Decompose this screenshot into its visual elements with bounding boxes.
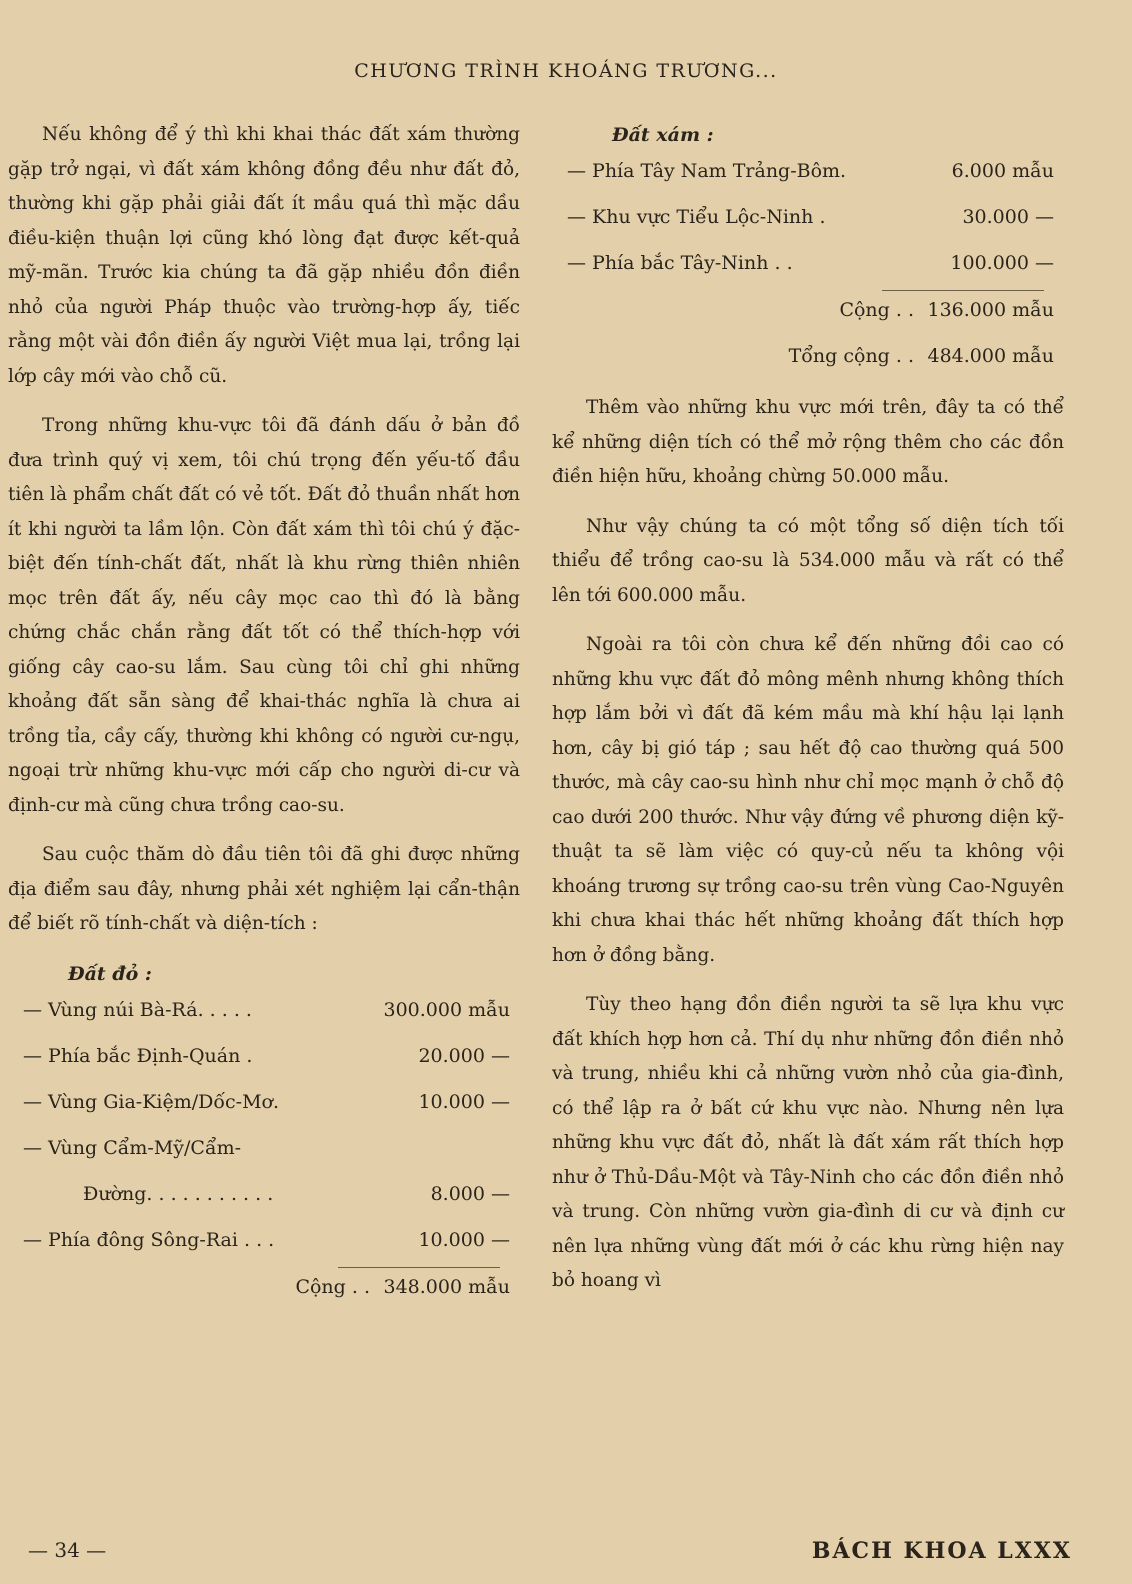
area-entry — [8, 1083, 520, 1129]
area-entry — [8, 991, 520, 1037]
paragraph: Tùy theo hạng đồn điền người ta sẽ lựa khu vực đất khích hợp hơn cả. Thí dụ như những đồn điền nhỏ và trung, nhiều khi cả những vườn nhỏ của gia-đình, có thể lập ra ở bất cứ khu vực nào. Nhưng nên lựa những khu vực đất đỏ, nhất là đất xám rất thích hợp như ở Thủ-Dầu-Một và Tây-Ninh cho các đồn điền nhỏ và trung. Còn những vườn gia-đình di cư và định cư nên lựa những vùng đất mới ở các khu rừng hiện nay bỏ hoang vì — [552, 994, 1064, 1291]
area-entry — [8, 1037, 520, 1083]
paragraph: Trong những khu-vực tôi đã đánh dấu ở bản đồ đưa trình quý vị xem, tôi chú trọng đến yếu-tố đầu tiên là phẩm chất đất có vẻ tốt. Đất đỏ thuần nhất hơn ít khi người ta lầm lộn. Còn đất xám thì tôi chú ý đặc-biệt đến tính-chất đất, nhất là khu rừng thiên nhiên mọc trên đất ấy, nếu cây mọc cao thì đó là bằng chứng chắc chắn rằng đất tốt có thể thích-hợp với giống cây cao-su lắm. Sau cùng tôi chỉ ghi những khoảng đất sẵn sàng để khai-thác nghĩa là chưa ai trồng tỉa, cầy cấy, thường khi không có người cư-ngụ, ngoại trừ những khu-vực mới cấp cho người di-cư và định-cư mà cũng chưa trồng cao-su. — [8, 415, 520, 816]
area-entry — [552, 152, 1064, 198]
area-label: — Phía bắc Tây-Ninh . . — [567, 252, 793, 274]
paragraph: Nếu không để ý thì khi khai thác đất xám thường gặp trở ngại, vì đất xám không đồng đều như đất đỏ, thường khi gặp phải giải đất ít mầu quá thì mặc dầu điều-kiện thuận lợi cũng khó lòng đạt được kết-quả mỹ-mãn. Trước kia chúng ta đã gặp nhiều đồn điền nhỏ của người Pháp thuộc vào trường-hợp ấy, tiếc rằng một vài đồn điền ấy người Việt mua lại, trồng lại lớp cây mới vào chỗ cũ. — [8, 124, 520, 387]
paragraph: Như vậy chúng ta có một tổng số diện tích tối thiểu để trồng cao-su là 534.000 mẫu và rất có thể lên tới 600.000 mẫu. — [552, 515, 1064, 606]
grand-total-value: 484.000 mẫu — [927, 345, 1054, 367]
running-title: CHƯƠNG TRÌNH KHOÁNG TRƯƠNG... — [354, 60, 778, 82]
area-value: 8.000 — — [430, 1182, 510, 1205]
area-entry — [8, 1175, 520, 1221]
area-value: 300.000 mẫu — [383, 998, 510, 1021]
total-row — [552, 291, 1064, 337]
area-label: — Phía Tây Nam Trảng-Bôm. — [567, 160, 847, 182]
left-column — [8, 118, 520, 1314]
area-value: 100.000 — — [950, 252, 1054, 274]
area-value: 10.000 — — [418, 1090, 510, 1113]
paragraph: Ngoài ra tôi còn chưa kể đến những đồi cao có những khu vực đất đỏ mông mênh nhưng không thích hợp lắm bởi vì đất đã kém mầu mà khí hậu lại lạnh hơn, cây bị gió táp ; sau hết độ cao thường quá 500 thước, mà cây cao-su hình như chỉ mọc mạnh ở chỗ độ cao dưới 200 thước. Như vậy đứng về phương diện kỹ-thuật ta sẽ làm việc có quy-củ nếu ta không vội khoáng trương sự trồng cao-su trên vùng Cao-Nguyên khi chưa khai thác hết những khoảng đất thích hợp hơn ở đồng bằng. — [552, 634, 1064, 966]
total-value: 348.000 mẫu — [383, 1275, 510, 1298]
area-label: — Vùng núi Bà-Rá. . . . . — [23, 998, 252, 1021]
area-label: — Vùng Gia-Kiệm/Dốc-Mơ. — [23, 1090, 280, 1113]
area-value: 10.000 — — [418, 1228, 510, 1251]
area-label: — Vùng Cẩm-Mỹ/Cẩm- — [23, 1136, 242, 1159]
area-label: — Khu vực Tiểu Lộc-Ninh . — [567, 206, 826, 228]
area-value: 30.000 — — [962, 206, 1054, 228]
total-label: Cộng . . — [295, 1275, 370, 1298]
total-value: 136.000 mẫu — [927, 299, 1054, 321]
area-value: 6.000 mẫu — [951, 160, 1054, 182]
area-label: — Phía bắc Định-Quán . — [23, 1044, 253, 1067]
right-column — [552, 118, 1064, 1314]
section-subhead-dat-do: Đất đỏ : — [68, 962, 152, 985]
area-label: — Phía đông Sông-Rai . . . — [23, 1228, 275, 1251]
area-label: Đường. . . . . . . . . . . — [83, 1182, 274, 1205]
total-row — [8, 1268, 520, 1314]
area-entry — [8, 1221, 520, 1267]
total-label: Cộng . . — [839, 299, 914, 321]
area-entry — [552, 198, 1064, 244]
page-number: — 34 — — [28, 1538, 107, 1562]
publication-name: BÁCH KHOA LXXX — [811, 1538, 1072, 1564]
area-entry — [8, 1129, 520, 1175]
section-subhead-dat-xam: Đất xám : — [612, 124, 714, 146]
grand-total-label: Tổng cộng . . — [788, 345, 914, 367]
area-value: 20.000 — — [418, 1044, 510, 1067]
paragraph: Thêm vào những khu vực mới trên, đây ta có thể kể những diện tích có thể mở rộng thêm cho các đồn điền hiện hữu, khoảng chừng 50.000 mẫu. — [552, 397, 1064, 487]
grand-total-row — [552, 337, 1064, 383]
area-entry — [552, 244, 1064, 290]
paragraph: Sau cuộc thăm dò đầu tiên tôi đã ghi được những địa điểm sau đây, nhưng phải xét nghiệm lại cẩn-thận để biết rõ tính-chất và diện-tích : — [8, 844, 520, 934]
